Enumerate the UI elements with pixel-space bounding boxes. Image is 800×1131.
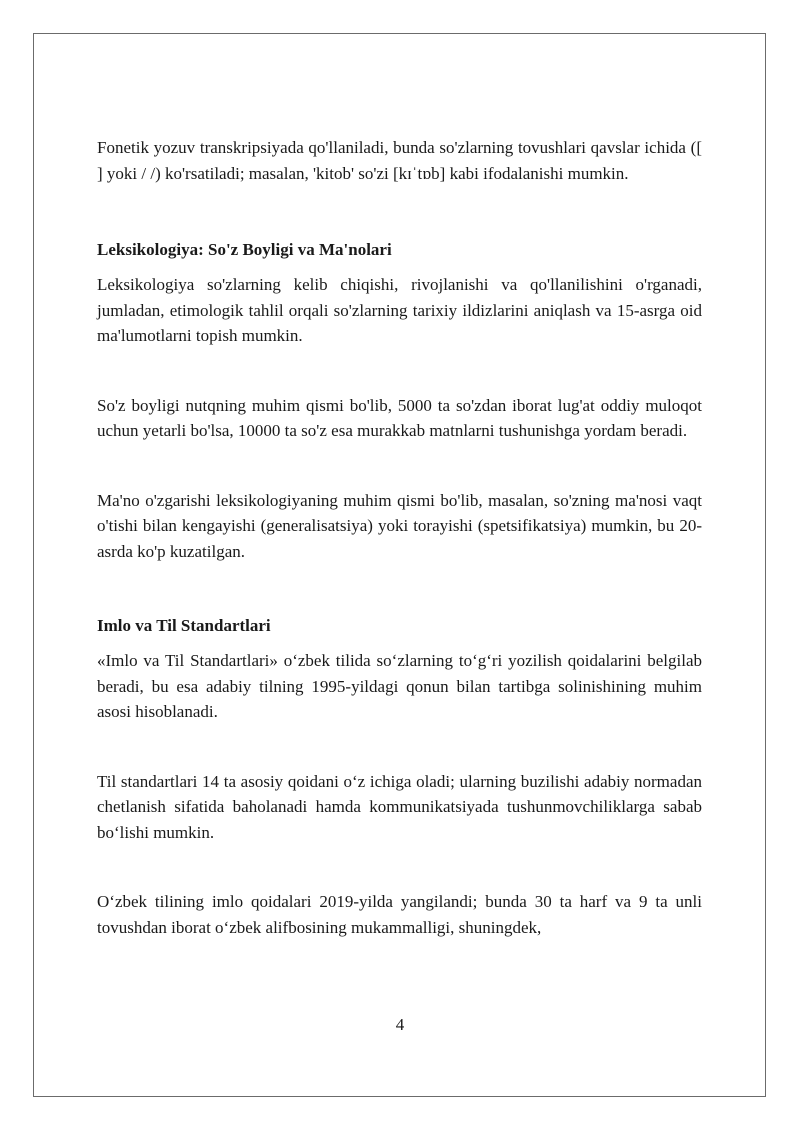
paragraph-phonetic-transcription: Fonetik yozuv transkripsiyada qo'llaniladi, bunda so'zlarning tovushlari qavslar ichida ([ ] yoki / /) ko'rsatiladi; masalan, 'kitob' so'zi [kɪˈtɒb] kabi ifodalanishi mumkin. bbox=[97, 138, 702, 183]
heading-lexicology: Leksikologiya: So'z Boyligi va Ma'nolari bbox=[97, 240, 392, 259]
paragraph-spelling-standards: «Imlo va Til Standartlari» oʻzbek tilida soʻzlarning toʻgʻri yozilish qoidalarini belgilab beradi, bu esa adabiy tilning 1995-yildagi qonun bilan tartibga solinishining muhim asosi hisoblanadi. bbox=[97, 651, 702, 721]
page-number: 4 bbox=[395, 1015, 405, 1034]
paragraph-spelling-rules-2019: Oʻzbek tilining imlo qoidalari 2019-yilda yangilandi; bunda 30 ta harf va 9 ta unli tovushdan iborat oʻzbek alifbosining mukammalligi, shuningdek, bbox=[97, 892, 702, 937]
paragraph-language-standards: Til standartlari 14 ta asosiy qoidani oʻz ichiga oladi; ularning buzilishi adabiy normadan chetlanish sifatida baholanadi hamda kommunikatsiyada tushunmovchiliklarga sabab boʻlishi mumkin. bbox=[97, 771, 702, 842]
page-content bbox=[97, 135, 702, 940]
paragraph-lexicology: Leksikologiya so'zlarning kelib chiqishi, rivojlanishi va qo'llanilishini o'rganadi, jumladan, etimologik tahlil orqali so'zlarning tarixiy ildizlarini aniqlash va 15-asrga oid ma'lumotlarni topish mumkin. bbox=[97, 275, 702, 345]
heading-spelling-standards: Imlo va Til Standartlari bbox=[97, 616, 271, 635]
paragraph-vocabulary: So'z boyligi nutqning muhim qismi bo'lib, 5000 ta so'zdan iborat lug'at oddiy muloqot uchun yetarli bo'lsa, 10000 ta so'z esa murakkab matnlarni tushunishga yordam beradi. bbox=[97, 395, 702, 440]
paragraph-meaning-change: Ma'no o'zgarishi leksikologiyaning muhim qismi bo'lib, masalan, so'zning ma'nosi vaqt o'tishi bilan kengayishi (generalisatsiya) yoki torayishi (spetsifikatsiya) mumkin, bu 20-asrda ko'p kuzatilgan. bbox=[97, 490, 702, 561]
